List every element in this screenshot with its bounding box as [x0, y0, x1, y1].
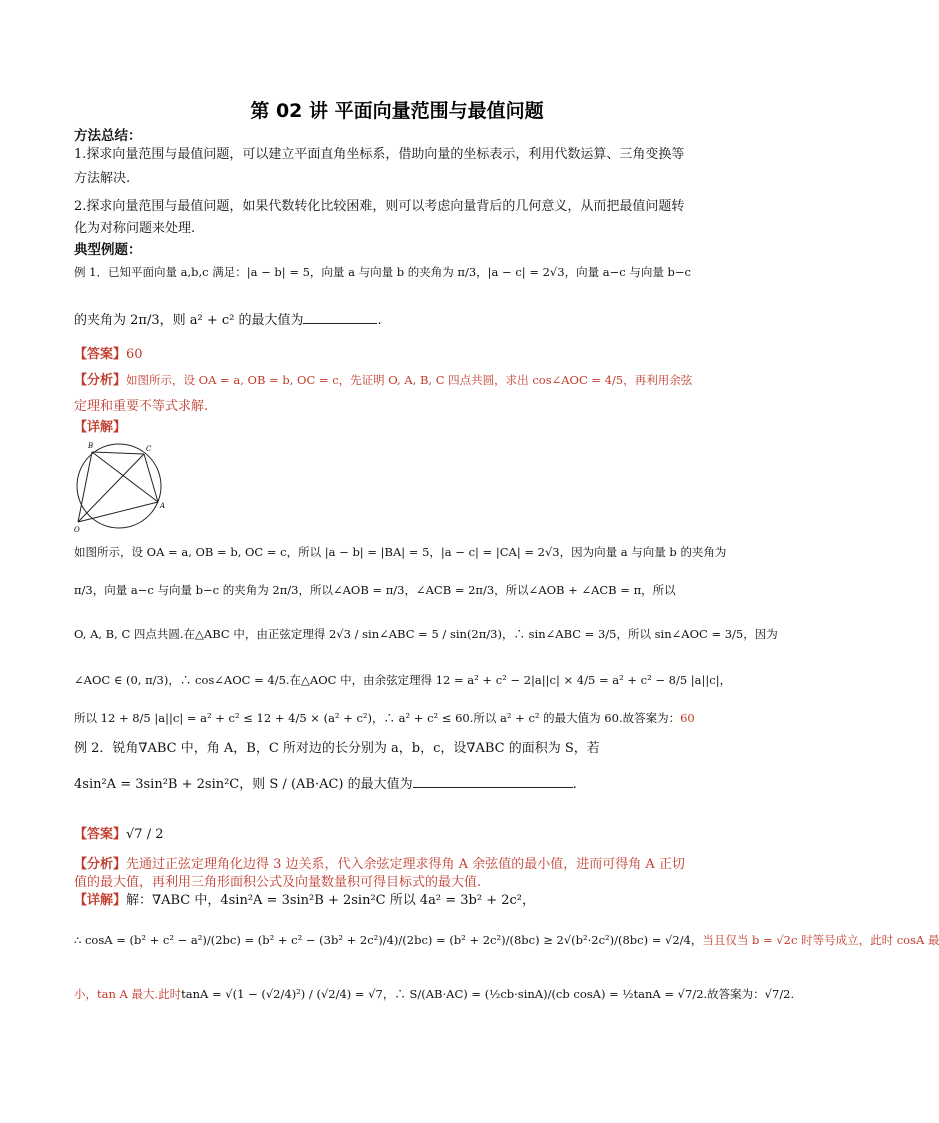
- ex1-question-text: 的夹角为 2π/3，则 a² + c² 的最大值为: [74, 313, 304, 328]
- detail-formula: ∴ cosA = (b² + c² − a²)/(2bc) = (b² + c² − (3b² + 2c²)/4)/(2bc) = (b² + 2c²)/(8bc) ≥ 2√(b²·2c²)/(8bc) = √2/4，: [74, 933, 703, 947]
- label-o: O: [74, 526, 80, 534]
- method-2-line1: 2.探求向量范围与最值问题，如果代数转化比较困难，则可以考虑向量背后的几何意义，从而把最值问题转: [74, 199, 685, 214]
- ex2-question-text: 4sin²A = 3sin²B + 2sin²C，则 S / (AB·AC) 的最大值为: [74, 777, 413, 792]
- page-title: 第 02 讲 平面向量范围与最值问题: [250, 100, 544, 122]
- detail-condition: 当且仅当 b = √2c 时等号成立，此时 cosA 最: [702, 933, 939, 947]
- circle-figure: [74, 436, 174, 536]
- analysis-tag: 【分析】: [74, 373, 127, 388]
- ex2-analysis-line1: [74, 856, 685, 873]
- analysis-text: 先通过正弦定理角化边得 3 边关系，代入余弦定理求得角 A 余弦值的最小值，进而可得角 A 正切: [126, 857, 685, 872]
- ex1-detail-line1: 如图所示，设 OA = a, OB = b, OC = c，所以 |a − b| = |BA| = 5，|a − c| = |CA| = 2√3，因为向量 a 与向量 b 的夹角为: [74, 545, 727, 559]
- ex1-question-line2: 的夹角为 2π/3，则 a² + c² 的最大值为 .: [74, 313, 382, 328]
- method-1-line2: 方法解决.: [74, 171, 131, 186]
- ex2-question-line1: 例 2．锐角∇ABC 中，角 A，B，C 所对边的长分别为 a，b，c，设∇ABC 的面积为 S，若: [74, 741, 600, 756]
- ex1-answer: [74, 346, 143, 363]
- label-c: C: [146, 445, 152, 453]
- segment-oc: [78, 454, 144, 522]
- answer-tag: 【答案】: [74, 827, 127, 842]
- method-2-line2: 化为对称问题来处理.: [74, 221, 196, 236]
- label-b: B: [88, 442, 94, 450]
- ex1-detail-line4: ∠AOC ∈ (0, π/3)，∴ cos∠AOC = 4/5.在△AOC 中，由余弦定理得 12 = a² + c² − 2|a||c| × 4/5 = a² + c² − 8/5 |a||c|，: [74, 673, 732, 687]
- ex1-detail-tag: 【详解】: [74, 420, 127, 435]
- ex1-analysis-line2: 定理和重要不等式求解.: [74, 399, 209, 414]
- segment-ca: [144, 454, 158, 502]
- segment-oa: [78, 502, 158, 522]
- detail-text: 所以 12 + 8/5 |a||c| = a² + c² ≤ 12 + 4/5 × (a² + c²)，∴ a² + c² ≤ 60.所以 a² + c² 的最大值为 60.故答案为：: [74, 711, 681, 725]
- detail-tag: 【详解】: [74, 893, 127, 908]
- circle: [77, 444, 161, 528]
- detail-text: 解：∇ABC 中，4sin²A = 3sin²B + 2sin²C 所以 4a² = 3b² + 2c²，: [126, 893, 535, 908]
- answer-blank: [413, 777, 573, 788]
- detail-result: tanA = √(1 − (√2/4)²) / (√2/4) = √7，∴ S/(AB·AC) = (½cb·sinA)/(cb cosA) = ½tanA = √7/2.故答案为：√7/2.: [181, 987, 795, 1001]
- segment-bc: [92, 452, 144, 454]
- analysis-text: 如图所示，设 OA = a, OB = b, OC = c，先证明 O, A, B, C 四点共圆，求出 cos∠AOC = 4/5，再利用余弦: [126, 373, 693, 387]
- answer-value: √7 / 2: [126, 827, 164, 842]
- ex1-question-line1: 例 1．已知平面向量 a,b,c 满足：|a − b| = 5，向量 a 与向量 b 的夹角为 π/3，|a − c| = 2√3，向量 a−c 与向量 b−c: [74, 265, 691, 279]
- method-1-line1: 1.探求向量范围与最值问题，可以建立平面直角坐标系，借助向量的坐标表示，利用代数运算、三角变换等: [74, 147, 685, 162]
- ex2-detail-line2: [74, 932, 939, 949]
- ex1-analysis-line1: [74, 372, 692, 389]
- answer-tag: 【答案】: [74, 347, 127, 362]
- ex2-answer: [74, 826, 164, 843]
- examples-heading: 典型例题：: [74, 242, 142, 258]
- analysis-tag: 【分析】: [74, 857, 127, 872]
- ex2-analysis-line2: 值的最大值，再利用三角形面积公式及向量数量积可得目标式的最大值.: [74, 875, 482, 890]
- ex1-detail-line2: π/3，向量 a−c 与向量 b−c 的夹角为 2π/3，所以∠AOB = π/3，∠ACB = 2π/3，所以∠AOB + ∠ACB = π，所以: [74, 583, 676, 597]
- detail-answer: 60: [680, 711, 695, 725]
- ex1-detail-line5: [74, 710, 695, 727]
- method-heading: 方法总结：: [74, 128, 142, 144]
- ex1-detail-line3: O, A, B, C 四点共圆.在△ABC 中，由正弦定理得 2√3 / sin∠ABC = 5 / sin(2π/3)，∴ sin∠ABC = 3/5，所以 sin∠AOC = 3/5，因为: [74, 627, 778, 641]
- ex2-question-line2: 4sin²A = 3sin²B + 2sin²C，则 S / (AB·AC) 的最大值为 .: [74, 777, 577, 792]
- ex2-detail-line1: [74, 892, 535, 909]
- segment-ba: [92, 452, 158, 502]
- label-a: A: [160, 502, 166, 510]
- ex2-detail-line3: [74, 986, 794, 1003]
- detail-note: 小，tan A 最大.此时: [74, 987, 182, 1001]
- answer-value: 60: [126, 347, 143, 362]
- answer-blank: [303, 313, 377, 324]
